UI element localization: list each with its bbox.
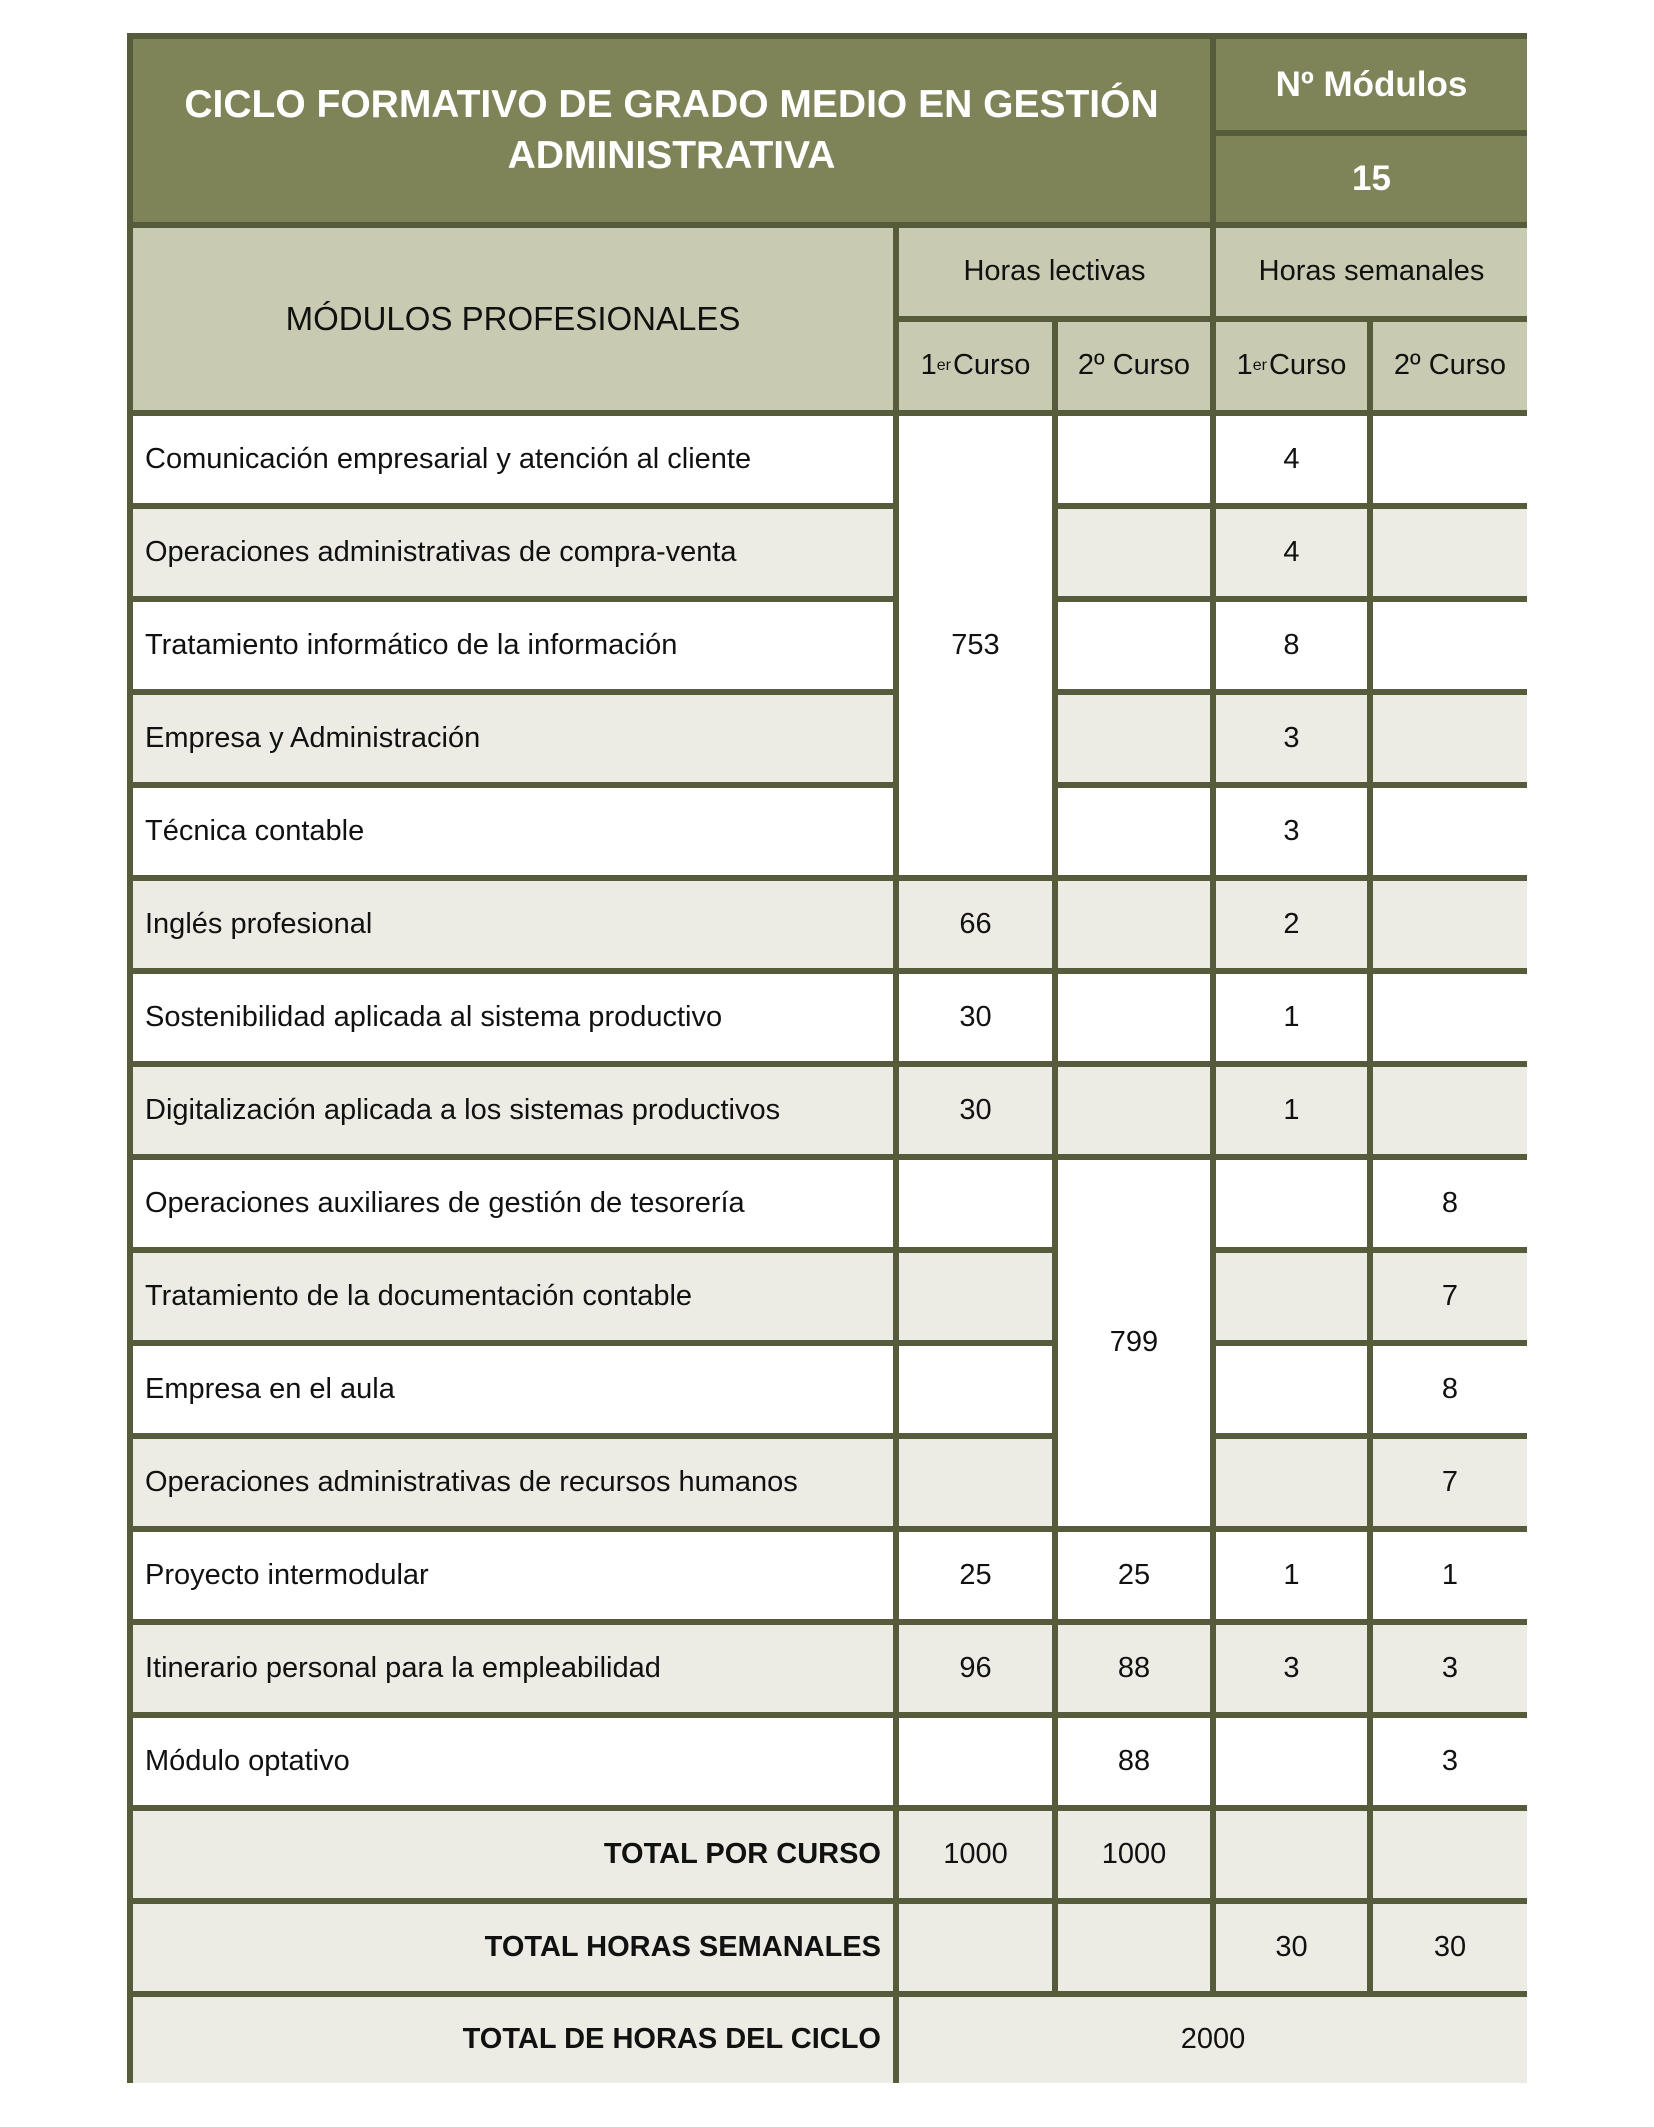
hl1-cell (899, 1346, 1052, 1433)
hs2-cell (1373, 1067, 1527, 1154)
hs1-cell: 8 (1216, 602, 1367, 689)
hl1-cell (899, 1439, 1052, 1526)
hs2-cell: 8 (1373, 1346, 1527, 1433)
hl1-cell: 96 (899, 1625, 1052, 1712)
hs2-cell (1373, 788, 1527, 875)
hl1-cell (899, 1160, 1052, 1247)
hs1-cell (1216, 1346, 1367, 1433)
hs1-cell (1216, 1160, 1367, 1247)
hl2-cell (1058, 509, 1210, 596)
total-por-curso-label: TOTAL POR CURSO (133, 1811, 893, 1898)
module-name: Digitalización aplicada a los sistemas productivos (133, 1067, 893, 1154)
hl1-cell: 30 (899, 974, 1052, 1061)
hs1-cell: 4 (1216, 509, 1367, 596)
hl2-cell (1058, 416, 1210, 503)
horas-lectivas-header: Horas lectivas (899, 228, 1210, 316)
module-name: Módulo optativo (133, 1718, 893, 1805)
hl2-cell: 88 (1058, 1625, 1210, 1712)
module-name: Tratamiento informático de la información (133, 602, 893, 689)
total-por-curso-hl1: 1000 (899, 1811, 1052, 1898)
hl1-cell: 30 (899, 1067, 1052, 1154)
hs1-cell: 1 (1216, 1532, 1367, 1619)
hs2-cell: 8 (1373, 1160, 1527, 1247)
module-name: Proyecto intermodular (133, 1532, 893, 1619)
module-name: Operaciones auxiliares de gestión de tesorería (133, 1160, 893, 1247)
modulos-profesionales-header: MÓDULOS PROFESIONALES (133, 228, 893, 410)
hs2-cell (1373, 602, 1527, 689)
hs1-cell (1216, 1253, 1367, 1340)
hl1-cell: 66 (899, 881, 1052, 968)
hl2-cell (1058, 695, 1210, 782)
module-name: Inglés profesional (133, 881, 893, 968)
total-semanales-hl1 (899, 1904, 1052, 1991)
hs1-cell: 1 (1216, 974, 1367, 1061)
hs1-cell: 3 (1216, 788, 1367, 875)
hs2-cell: 7 (1373, 1253, 1527, 1340)
hs1-cell: 3 (1216, 695, 1367, 782)
curriculum-table (127, 33, 1527, 2083)
hs2-cell: 7 (1373, 1439, 1527, 1526)
hl2-cell (1058, 788, 1210, 875)
module-name: Técnica contable (133, 788, 893, 875)
curso-text: Curso (952, 349, 1031, 382)
ordinal-suffix: er (936, 356, 951, 374)
module-name: Operaciones administrativas de compra-venta (133, 509, 893, 596)
merged-hl1-753: 753 (899, 416, 1052, 875)
hs1-cell (1216, 1439, 1367, 1526)
module-name: Empresa y Administración (133, 695, 893, 782)
hs2-cell (1373, 416, 1527, 503)
curso-number: 1 (1236, 349, 1253, 382)
hs2-cell: 3 (1373, 1625, 1527, 1712)
hs-curso1-header (1216, 322, 1367, 410)
total-horas-ciclo-value: 2000 (899, 1997, 1527, 2083)
total-semanales-hs1: 30 (1216, 1904, 1367, 1991)
hl2-cell (1058, 602, 1210, 689)
module-name: Tratamiento de la documentación contable (133, 1253, 893, 1340)
module-name: Operaciones administrativas de recursos humanos (133, 1439, 893, 1526)
hl1-cell (899, 1253, 1052, 1340)
total-semanales-hs2: 30 (1373, 1904, 1527, 1991)
hs1-cell: 3 (1216, 1625, 1367, 1712)
module-name: Empresa en el aula (133, 1346, 893, 1433)
hs2-cell: 3 (1373, 1718, 1527, 1805)
total-por-curso-hs2 (1373, 1811, 1527, 1898)
total-horas-semanales-label: TOTAL HORAS SEMANALES (133, 1904, 893, 1991)
hs2-cell: 1 (1373, 1532, 1527, 1619)
hl1-cell (899, 1718, 1052, 1805)
horas-semanales-header: Horas semanales (1216, 228, 1527, 316)
hs1-cell (1216, 1718, 1367, 1805)
hl2-cell (1058, 974, 1210, 1061)
hl-curso2-header: 2º Curso (1058, 322, 1210, 410)
hs1-cell: 4 (1216, 416, 1367, 503)
hs2-cell (1373, 881, 1527, 968)
hs1-cell: 1 (1216, 1067, 1367, 1154)
n-modulos-value: 15 (1216, 136, 1527, 222)
total-por-curso-hs1 (1216, 1811, 1367, 1898)
total-semanales-hl2 (1058, 1904, 1210, 1991)
module-name: Comunicación empresarial y atención al cliente (133, 416, 893, 503)
hl2-cell: 25 (1058, 1532, 1210, 1619)
hl-curso1-header (899, 322, 1052, 410)
hl2-cell (1058, 881, 1210, 968)
module-name: Sostenibilidad aplicada al sistema productivo (133, 974, 893, 1061)
module-name: Itinerario personal para la empleabilidad (133, 1625, 893, 1712)
curso-text: Curso (1268, 349, 1347, 382)
merged-hl2-799: 799 (1058, 1160, 1210, 1526)
hs2-cell (1373, 695, 1527, 782)
total-por-curso-hl2: 1000 (1058, 1811, 1210, 1898)
hs-curso2-header: 2º Curso (1373, 322, 1527, 410)
hl1-cell: 25 (899, 1532, 1052, 1619)
curso-number: 1 (920, 349, 937, 382)
n-modulos-label: Nº Módulos (1216, 39, 1527, 130)
hl2-cell: 88 (1058, 1718, 1210, 1805)
ordinal-suffix: er (1252, 356, 1267, 374)
hs2-cell (1373, 974, 1527, 1061)
total-horas-ciclo-label: TOTAL DE HORAS DEL CICLO (133, 1997, 893, 2083)
table-title: CICLO FORMATIVO DE GRADO MEDIO EN GESTIÓN ADMINISTRATIVA (133, 39, 1210, 222)
hl2-cell (1058, 1067, 1210, 1154)
hs2-cell (1373, 509, 1527, 596)
hs1-cell: 2 (1216, 881, 1367, 968)
